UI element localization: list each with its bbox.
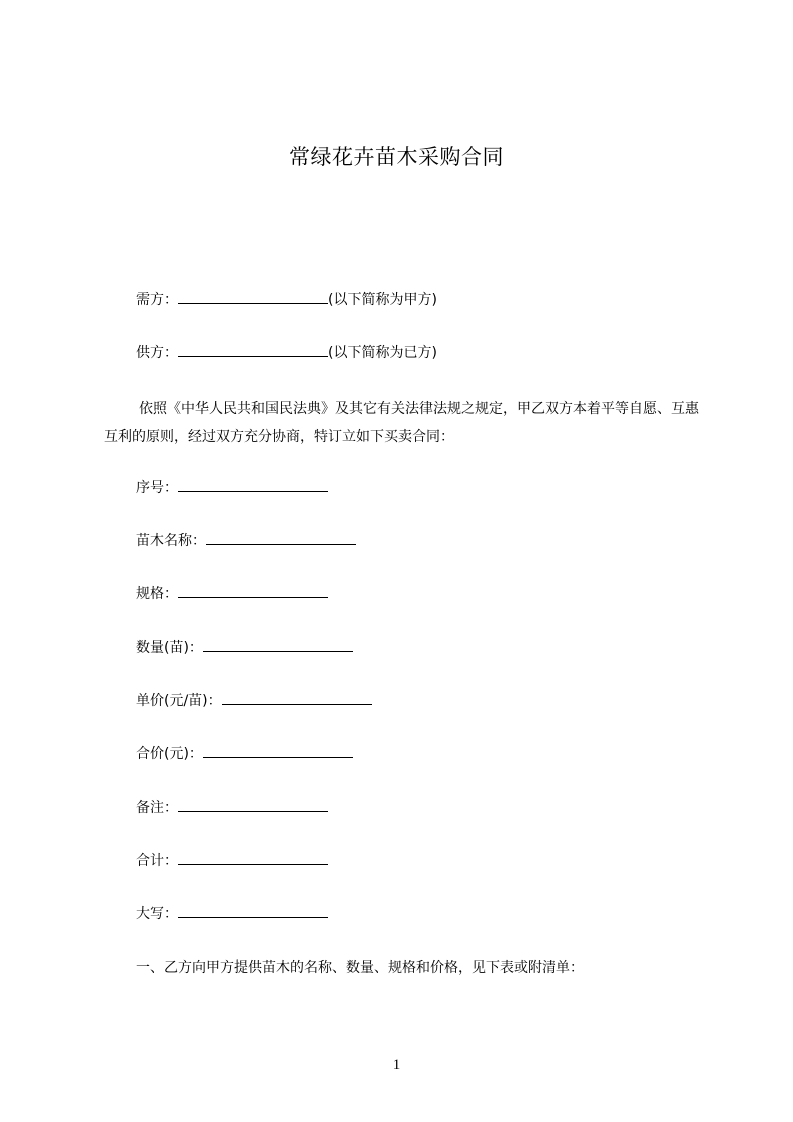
supplier-suffix: (以下简称为已方) bbox=[328, 345, 437, 361]
supplier-label: 供方： bbox=[136, 345, 178, 361]
field-line-seedling-name bbox=[136, 529, 356, 553]
buyer-blank bbox=[178, 288, 328, 304]
field-blank bbox=[203, 742, 353, 758]
field-label: 数量(苗)： bbox=[136, 640, 203, 656]
field-label: 备注： bbox=[136, 800, 178, 816]
clause-1: 一、乙方向甲方提供苗木的名称、数量、规格和价格，见下表或附清单： bbox=[136, 960, 584, 976]
contract-title: 常绿花卉苗木采购合同 bbox=[289, 145, 504, 169]
field-line-unit-price bbox=[136, 689, 372, 713]
buyer-line bbox=[136, 288, 437, 312]
supplier-line bbox=[136, 341, 437, 365]
field-label: 合价(元)： bbox=[136, 746, 203, 762]
field-blank bbox=[178, 476, 328, 492]
field-line-amount-in-words bbox=[136, 902, 328, 926]
field-blank bbox=[206, 529, 356, 545]
intro-paragraph: 依照《中华人民共和国民法典》及其它有关法律法规之规定，甲乙双方本着平等自愿、互惠互利的原则，经过双方充分协商，特订立如下买卖合同： bbox=[104, 401, 699, 445]
buyer-label: 需方： bbox=[136, 292, 178, 308]
field-label: 合计： bbox=[136, 853, 178, 869]
field-line-remarks bbox=[136, 796, 328, 820]
field-blank bbox=[178, 849, 328, 865]
field-line-subtotal bbox=[136, 742, 353, 766]
supplier-blank bbox=[178, 341, 328, 357]
field-blank bbox=[203, 636, 353, 652]
field-line-spec bbox=[136, 582, 328, 606]
buyer-suffix: (以下简称为甲方) bbox=[328, 292, 437, 308]
page-number: 1 bbox=[392, 1057, 401, 1073]
field-blank bbox=[178, 796, 328, 812]
field-blank bbox=[222, 689, 372, 705]
field-blank bbox=[178, 902, 328, 918]
field-line-total bbox=[136, 849, 328, 873]
field-line-serial bbox=[136, 476, 328, 500]
field-blank bbox=[178, 582, 328, 598]
field-label: 苗木名称： bbox=[136, 533, 206, 549]
field-line-quantity bbox=[136, 636, 353, 660]
field-label: 序号： bbox=[136, 480, 178, 496]
field-label: 大写： bbox=[136, 906, 178, 922]
field-label: 规格： bbox=[136, 586, 178, 602]
field-label: 单价(元/苗)： bbox=[136, 693, 222, 709]
